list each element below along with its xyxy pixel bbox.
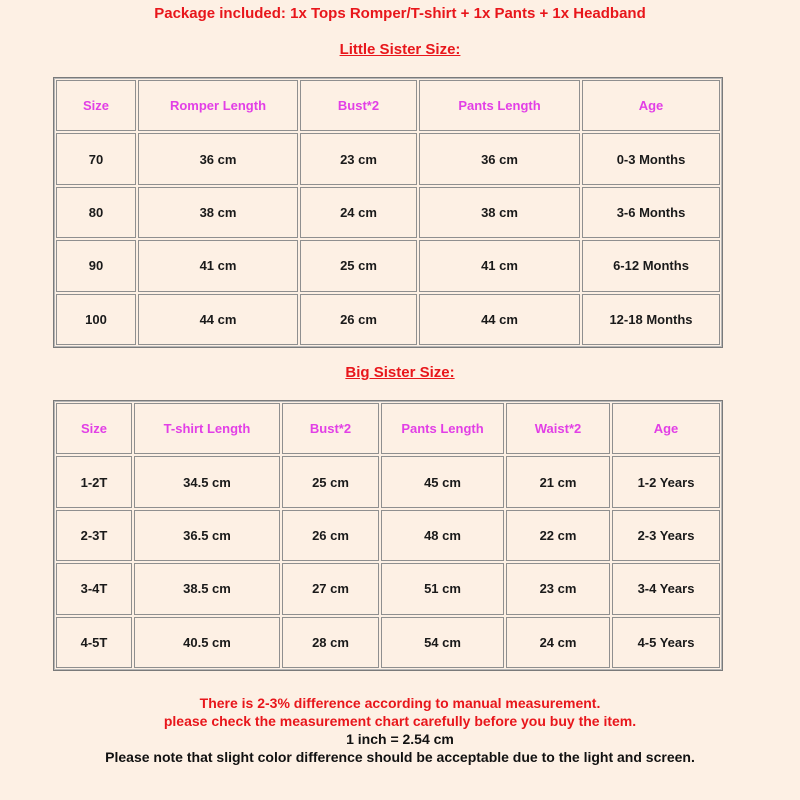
- table-cell: 38 cm: [419, 187, 580, 238]
- header-pants-length: Pants Length: [381, 403, 504, 454]
- color-difference-note: Please note that slight color difference should be acceptable due to the light and screen.: [105, 749, 695, 765]
- big-sister-size-table: [53, 400, 723, 671]
- table-row: [56, 240, 720, 291]
- table-cell: 48 cm: [381, 510, 504, 561]
- table-cell: 1-2T: [56, 456, 132, 507]
- package-included-title: Package included: 1x Tops Romper/T-shirt + 1x Pants + 1x Headband: [154, 5, 646, 22]
- header-size: Size: [56, 403, 132, 454]
- header-age: Age: [612, 403, 720, 454]
- table-cell: 26 cm: [300, 294, 417, 345]
- inch-conversion-note: 1 inch = 2.54 cm: [346, 731, 454, 747]
- header-bust: Bust*2: [300, 80, 417, 131]
- header-size: Size: [56, 80, 136, 131]
- table-cell: 51 cm: [381, 563, 504, 614]
- table-row: [56, 617, 720, 668]
- table-cell: 28 cm: [282, 617, 379, 668]
- header-bust: Bust*2: [282, 403, 379, 454]
- table-cell: 2-3 Years: [612, 510, 720, 561]
- table-cell: 34.5 cm: [134, 456, 280, 507]
- table-row: [56, 510, 720, 561]
- header-romper-length: Romper Length: [138, 80, 298, 131]
- table-cell: 27 cm: [282, 563, 379, 614]
- table-cell: 90: [56, 240, 136, 291]
- table-row: [56, 133, 720, 184]
- table-cell: 21 cm: [506, 456, 610, 507]
- table-cell: 0-3 Months: [582, 133, 720, 184]
- table-cell: 25 cm: [282, 456, 379, 507]
- table-cell: 36 cm: [138, 133, 298, 184]
- table-cell: 36 cm: [419, 133, 580, 184]
- table-header-row: [56, 80, 720, 131]
- table-cell: 3-4 Years: [612, 563, 720, 614]
- table-cell: 80: [56, 187, 136, 238]
- table-cell: 41 cm: [419, 240, 580, 291]
- table-cell: 36.5 cm: [134, 510, 280, 561]
- table-cell: 4-5 Years: [612, 617, 720, 668]
- table-cell: 24 cm: [300, 187, 417, 238]
- table-cell: 23 cm: [300, 133, 417, 184]
- table-cell: 4-5T: [56, 617, 132, 668]
- table-cell: 3-6 Months: [582, 187, 720, 238]
- header-pants-length: Pants Length: [419, 80, 580, 131]
- table-row: [56, 187, 720, 238]
- table-cell: 26 cm: [282, 510, 379, 561]
- table-cell: 23 cm: [506, 563, 610, 614]
- header-waist: Waist*2: [506, 403, 610, 454]
- table-cell: 41 cm: [138, 240, 298, 291]
- table-row: [56, 294, 720, 345]
- table-cell: 44 cm: [138, 294, 298, 345]
- table-cell: 70: [56, 133, 136, 184]
- table-cell: 2-3T: [56, 510, 132, 561]
- little-sister-size-table: [53, 77, 723, 348]
- measurement-notes: [0, 694, 800, 766]
- table-cell: 100: [56, 294, 136, 345]
- table-cell: 45 cm: [381, 456, 504, 507]
- header-tshirt-length: T-shirt Length: [134, 403, 280, 454]
- table-row: [56, 563, 720, 614]
- header-age: Age: [582, 80, 720, 131]
- measurement-difference-note: There is 2-3% difference according to manual measurement.: [199, 695, 601, 711]
- table-cell: 12-18 Months: [582, 294, 720, 345]
- table-cell: 40.5 cm: [134, 617, 280, 668]
- table-cell: 22 cm: [506, 510, 610, 561]
- table-cell: 38.5 cm: [134, 563, 280, 614]
- check-chart-note: please check the measurement chart carefully before you buy the item.: [163, 713, 637, 729]
- table-cell: 1-2 Years: [612, 456, 720, 507]
- table-cell: 6-12 Months: [582, 240, 720, 291]
- table-cell: 38 cm: [138, 187, 298, 238]
- big-sister-size-title: Big Sister Size:: [345, 364, 455, 381]
- table-cell: 25 cm: [300, 240, 417, 291]
- table-row: [56, 456, 720, 507]
- table-cell: 44 cm: [419, 294, 580, 345]
- table-header-row: [56, 403, 720, 454]
- little-sister-size-title: Little Sister Size:: [339, 41, 461, 58]
- table-cell: 54 cm: [381, 617, 504, 668]
- table-cell: 24 cm: [506, 617, 610, 668]
- table-cell: 3-4T: [56, 563, 132, 614]
